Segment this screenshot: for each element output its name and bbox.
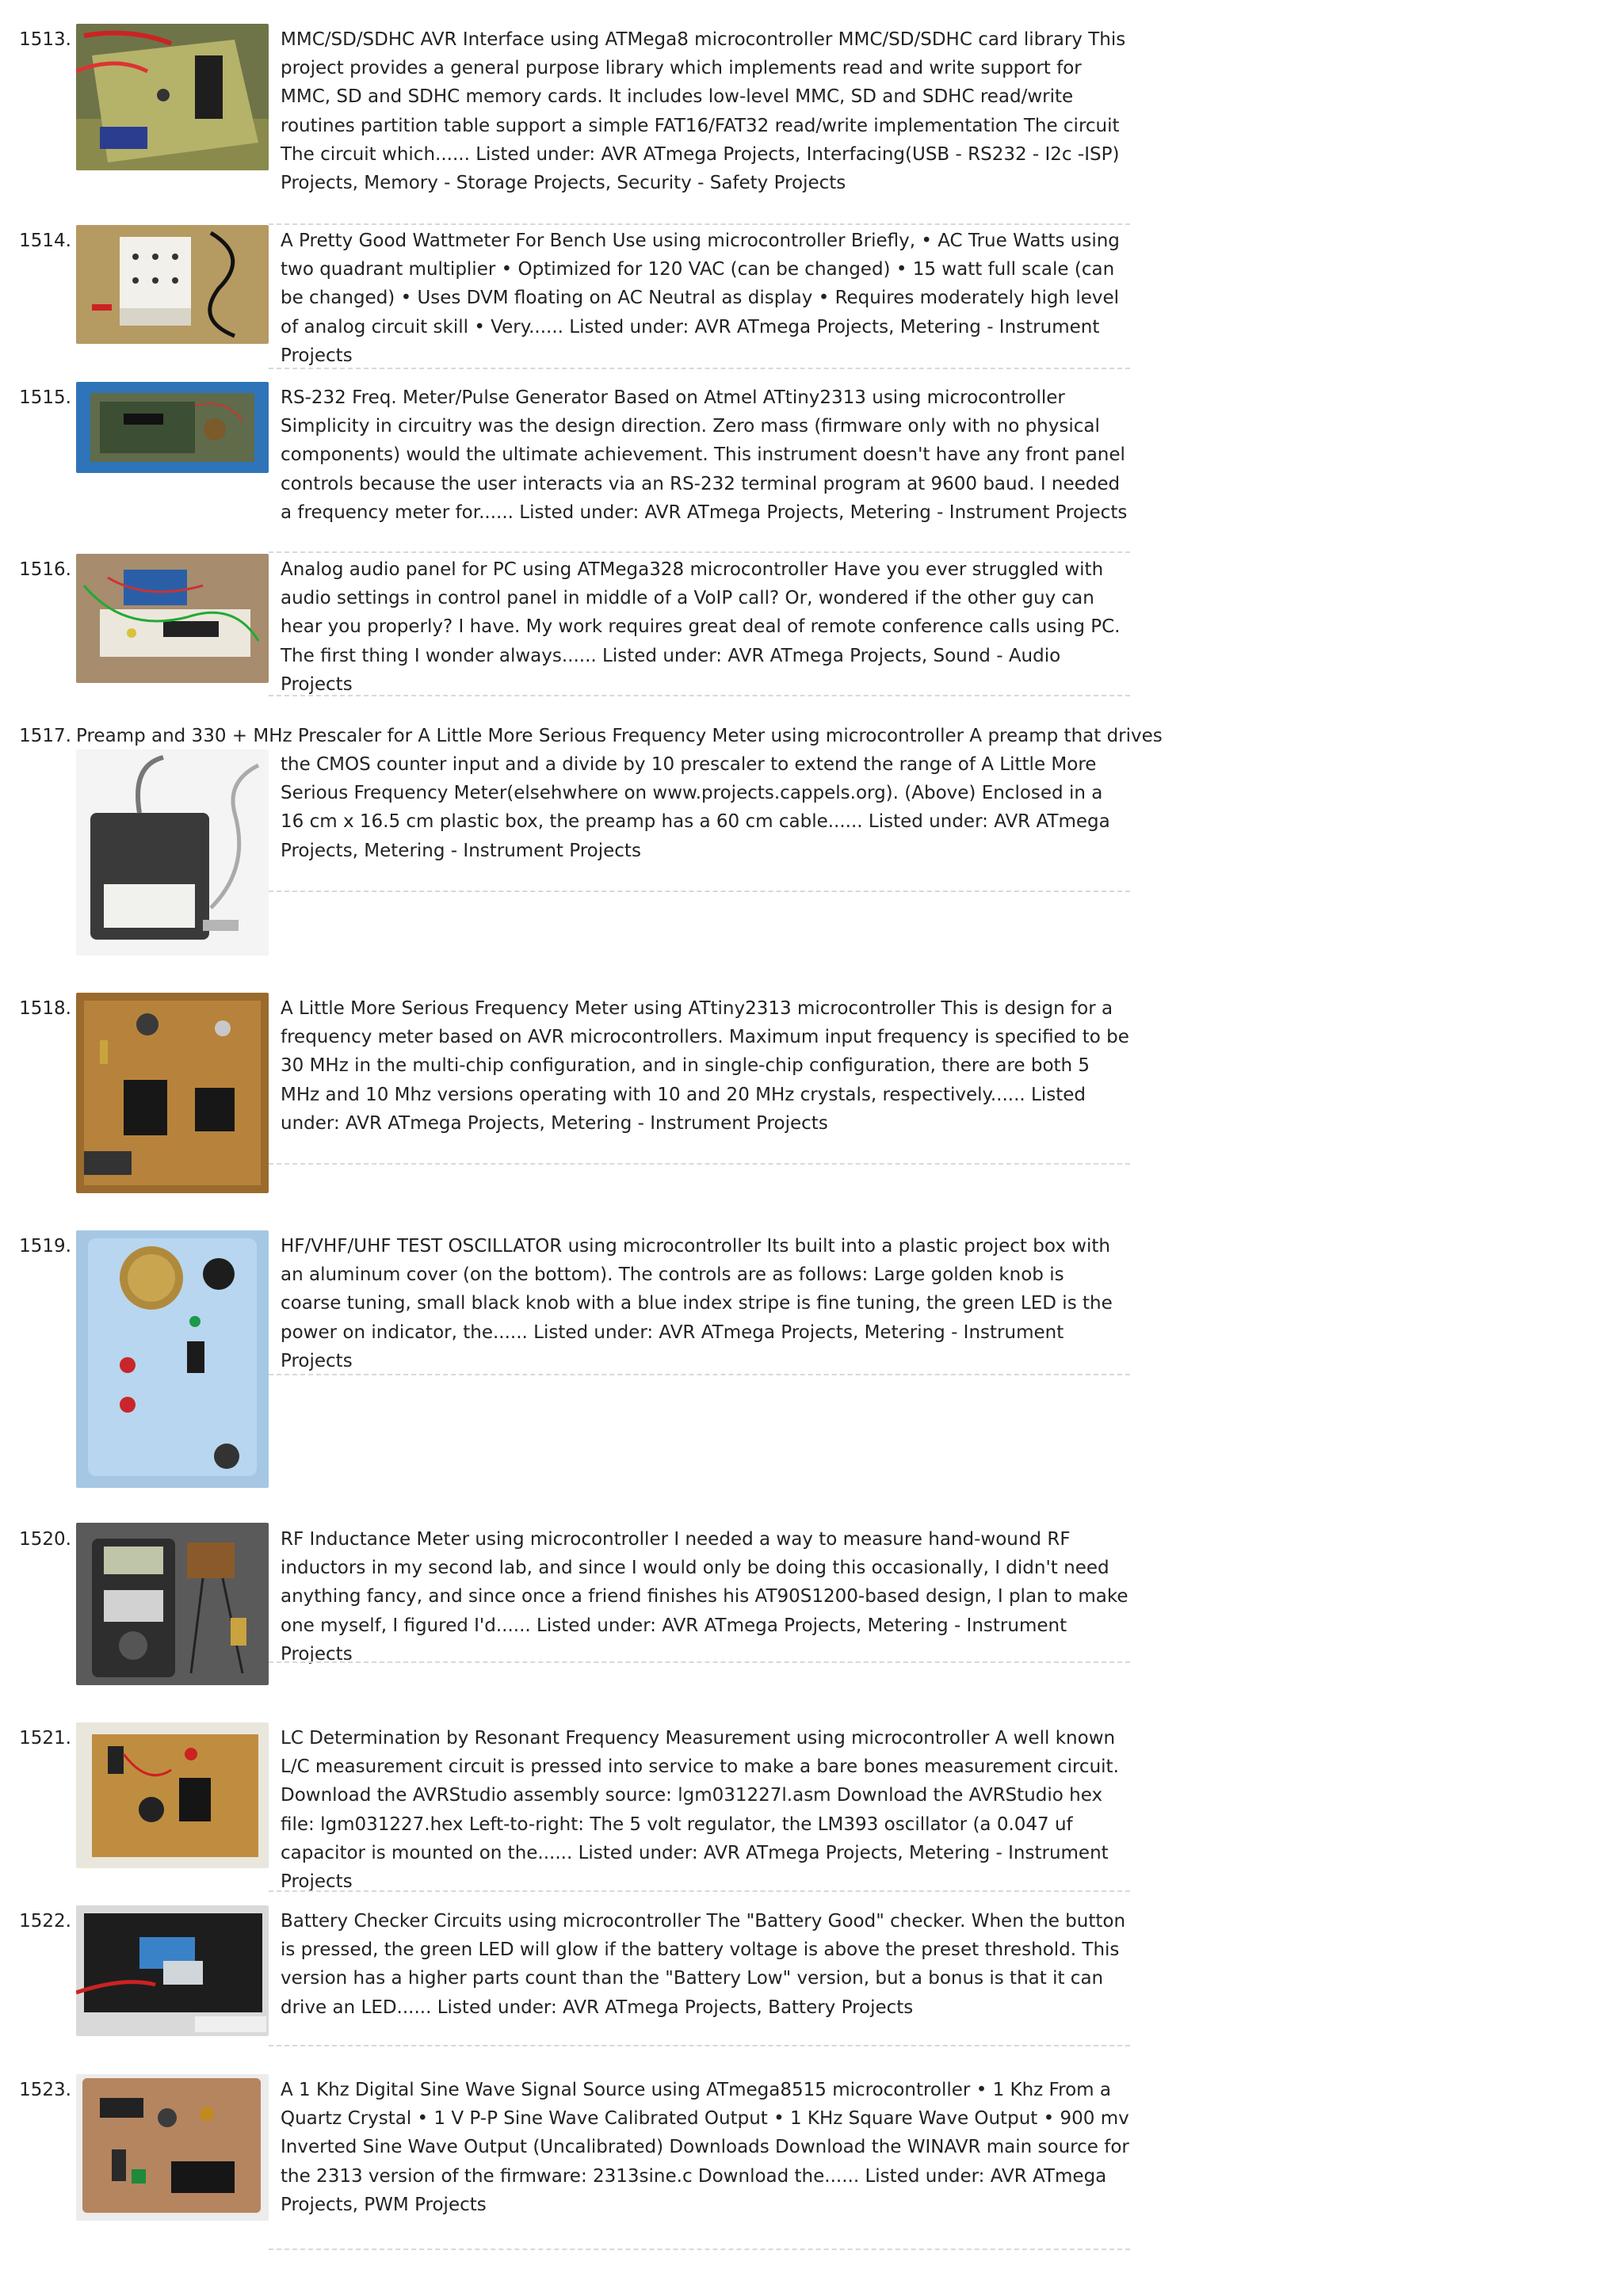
item-number: 1523. xyxy=(19,2080,71,2100)
divider xyxy=(269,2045,1130,2046)
item-description: Battery Checker Circuits using microcontroller The "Battery Good" checker. When the button is pressed, the green LED will glow if the battery voltage is above the preset threshold. This version has a higher parts count than the "Battery Low" version, but a bonus is that it can drive an LED...... Listed under: AVR ATmega Projects, Battery Projects xyxy=(281,1911,1126,2018)
divider xyxy=(269,1163,1130,1165)
item-number: 1521. xyxy=(19,1728,71,1749)
sine-wave-board-icon[interactable] xyxy=(76,2074,269,2221)
divider xyxy=(269,1890,1130,1892)
dev-board-with-card-icon[interactable] xyxy=(76,24,269,170)
pcb-in-blue-box-icon[interactable] xyxy=(76,382,269,473)
item-number: 1518. xyxy=(19,998,71,1019)
item-number: 1514. xyxy=(19,231,71,251)
inductance-meter-icon[interactable] xyxy=(76,1523,269,1685)
item-description: A 1 Khz Digital Sine Wave Signal Source using ATmega8515 microcontroller • 1 Khz From a Quartz Crystal • 1 V P-P Sine Wave Calibrated Output • 1 KHz Square Wave Output • 900 mv Inverted Sine Wave Output (Uncalibrated) Downloads Download the WINAVR main source for the 2313 version of the firmware: 2313sine.c Download the...... Listed under: AVR ATmega Projects, PWM Projects xyxy=(281,2080,1129,2215)
divider xyxy=(269,891,1130,892)
item-description: A Little More Serious Frequency Meter using ATtiny2313 microcontroller This is design for a frequency meter based on AVR microcontrollers. Maximum input frequency is specified to be 30 MHz in the multi-chip configuration, and in single-chip configuration, there are both 5 MHz and 10 Mhz versions operating with 10 and 20 MHz crystals, respectively...... Listed under: AVR ATmega Projects, Metering - Instrument Projects xyxy=(281,998,1129,1134)
divider xyxy=(269,695,1130,696)
item-description: RF Inductance Meter using microcontroller I needed a way to measure hand-wound RF inductors in my second lab, and since I would only be doing this occasionally, I didn't need anything fancy, and since once a friend finishes his AT90S1200-based design, I plan to make one myself, I figured I'd...... Listed under: AVR ATmega Projects, Metering - Instrument Projects xyxy=(281,1529,1128,1665)
divider xyxy=(269,1374,1130,1375)
divider xyxy=(269,1661,1130,1663)
item-description: LC Determination by Resonant Frequency Measurement using microcontroller A well known L/C measurement circuit is pressed into service to make a bare bones measurement circuit. Download the AVRStudio assembly source: lgm031227l.asm Download the AVRStudio hex file: lgm031227.hex Left-to-right: The 5 volt regulator, the LM393 oscillator (a 0.047 uf capacitor is mounted on the...... Listed under: AVR ATmega Projects, Metering - Instrument Projects xyxy=(281,1728,1119,1893)
item-number: 1517. xyxy=(19,726,71,746)
item-description: Analog audio panel for PC using ATMega328 microcontroller Have you ever struggled with audio settings in control panel in middle of a VoIP call? Or, wondered if the other guy can hear you properly? I have. My work requires great deal of remote conference calls using PC. The first thing I wonder always...... Listed under: AVR ATmega Projects, Sound - Audio Projects xyxy=(281,559,1121,695)
perfboard-freq-meter-icon[interactable] xyxy=(76,993,269,1193)
item-number: 1513. xyxy=(19,29,71,50)
breadboard-audio-icon[interactable] xyxy=(76,554,269,683)
item-description: A Pretty Good Wattmeter For Bench Use using microcontroller Briefly, • AC True Watts using two quadrant multiplier • Optimized for 120 VAC (can be changed) • 15 watt full scale (can be changed) • Uses DVM floating on AC Neutral as display • Requires moderately high level of analog circuit skill • Very...... Listed under: AVR ATmega Projects, Metering - Instrument Projects xyxy=(281,231,1120,366)
item-number: 1516. xyxy=(19,559,71,580)
item-number: 1519. xyxy=(19,1236,71,1257)
item-description: MMC/SD/SDHC AVR Interface using ATMega8 microcontroller MMC/SD/SDHC card library This project provides a general purpose library which implements read and write support for MMC, SD and SDHC memory cards. It includes low-level MMC, SD and SDHC read/write routines partition table support a simple FAT16/FAT32 read/write implementation The circuit The circuit which...... Listed under: AVR ATmega Projects, Interfacing(USB - RS232 - I2c -ISP) Projects, Memory - Storage Projects, Security - Safety Projects xyxy=(281,29,1126,194)
lc-meter-board-icon[interactable] xyxy=(76,1722,269,1868)
divider xyxy=(269,368,1130,369)
item-description: HF/VHF/UHF TEST OSCILLATOR using microcontroller Its built into a plastic project box with an aluminum cover (on the bottom). The controls are as follows: Large golden knob is coarse tuning, small black knob with a blue index stripe is fine tuning, the green LED is the power on indicator, the...... Listed under: AVR ATmega Projects, Metering - Instrument Projects xyxy=(281,1236,1113,1371)
divider xyxy=(269,551,1130,553)
item-number: 1522. xyxy=(19,1911,71,1932)
item-number: 1515. xyxy=(19,387,71,408)
item-description: RS-232 Freq. Meter/Pulse Generator Based on Atmel ATtiny2313 using microcontroller Simplicity in circuitry was the design direction. Zero mass (firmware only with no physical components) would the ultimate achievement. This instrument doesn't have any front panel controls because the user interacts via an RS-232 terminal program at 9600 baud. I needed a frequency meter for...... Listed under: AVR ATmega Projects, Metering - Instrument Projects xyxy=(281,387,1128,523)
item-title: Preamp and 330 + MHz Prescaler for A Little More Serious Frequency Meter using microcontroller A preamp that drives xyxy=(76,726,1163,746)
divider xyxy=(269,223,1130,225)
divider xyxy=(269,2248,1130,2250)
item-number: 1520. xyxy=(19,1529,71,1550)
battery-checker-icon[interactable] xyxy=(76,1905,269,2036)
wattmeter-box-icon[interactable] xyxy=(76,225,269,344)
item-description: the CMOS counter input and a divide by 10 prescaler to extend the range of A Little More Serious Frequency Meter(elsehwhere on www.projects.cappels.org). (Above) Enclosed in a 16 cm x 16.5 cm plastic box, the preamp has a 60 cm cable...... Listed under: AVR ATmega Projects, Metering - Instrument Projects xyxy=(281,754,1110,861)
oscillator-box-icon[interactable] xyxy=(76,1230,269,1488)
prescaler-box-icon[interactable] xyxy=(76,749,269,955)
